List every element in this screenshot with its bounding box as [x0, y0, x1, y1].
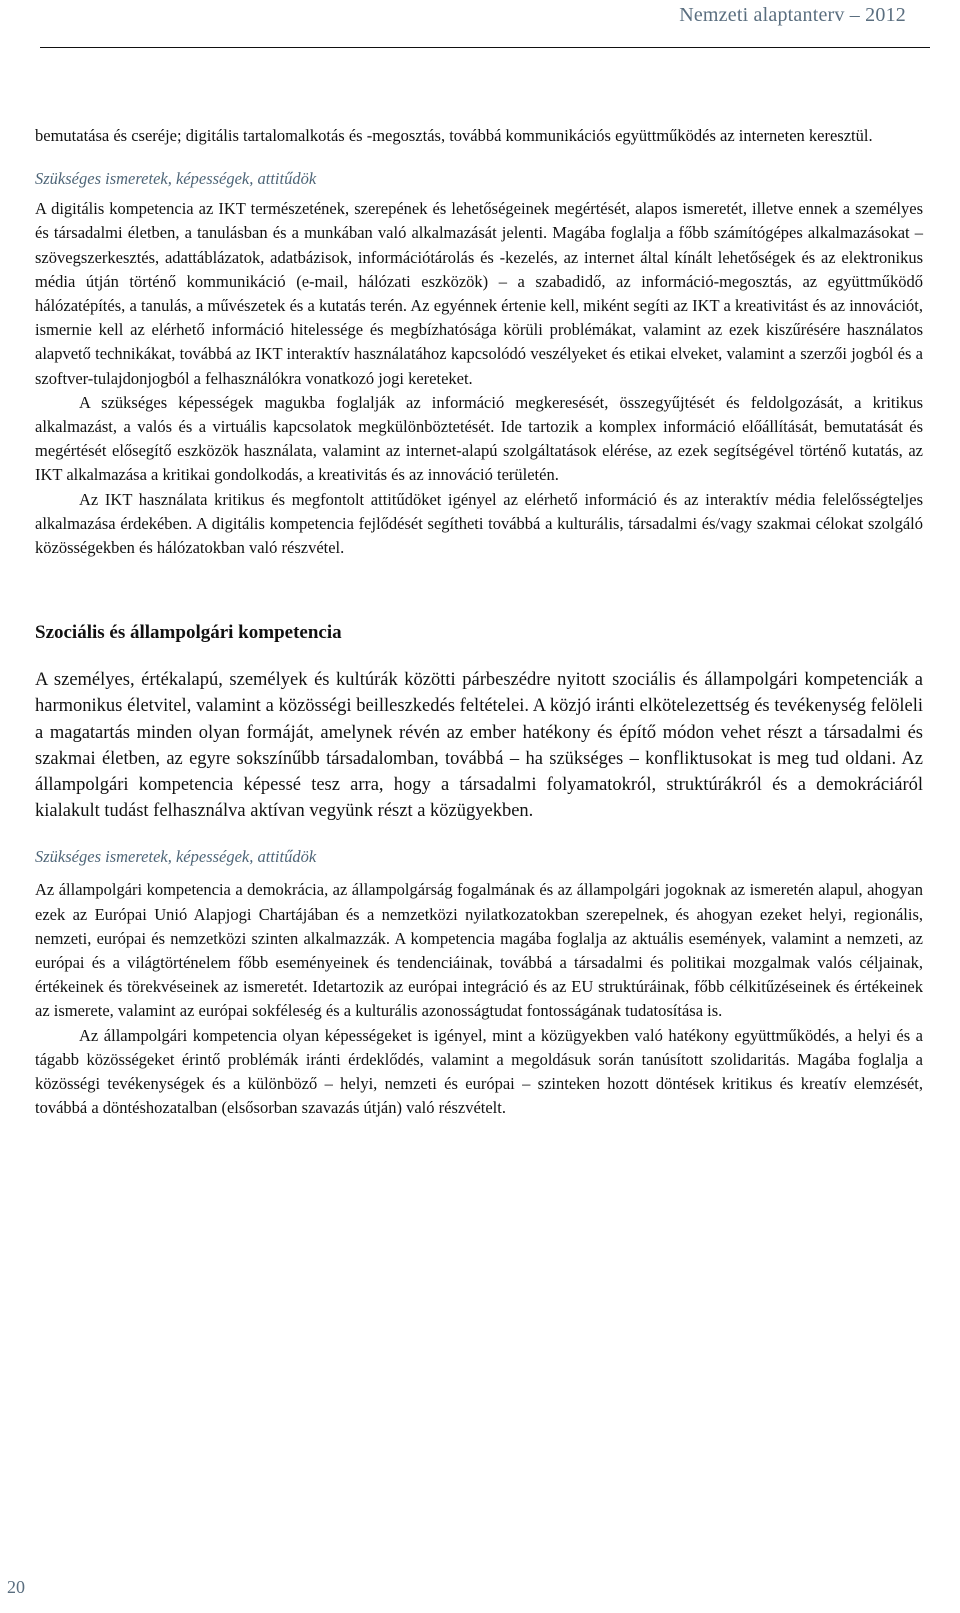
- paragraph-civic-skills: Az állampolgári kompetencia olyan képességeket is igényel, mint a közügyekben való hatékony együttműködés, a helyi és a tágabb közösségeket érintő problémák iránti érdeklődés, valamint a megoldásuk során tanúsított szolidaritás. Magába foglalja a közösségi tevékenységek és a különböző – helyi, nemzeti és európai – szinteken hozott döntések kritikus és kreatív elemzését, továbbá a döntéshozatalban (elsősorban szavazás útján) való részvételt.: [35, 1025, 923, 1118]
- page-header: [0, 0, 960, 56]
- page-number: 20: [7, 1577, 25, 1597]
- paragraph-civic-knowledge: Az állampolgári kompetencia a demokrácia, az állampolgárság fogalmának és az állampolgári jogoknak az ismeretén alapul, ahogyan ezek az Európai Unió Alapjogi Chartájában és a nemzetközi nyilatkozatokban szerepelnek, és ahogyan ezeket helyi, regionális, nemzeti, európai és nemzetközi szinten alkalmazzák. A kompetencia magába foglalja az aktuális események, valamint a nemzeti, az európai és a világtörténelem főbb eseményeinek és tendenciáinak, továbbá a társadalmi és politikai mozgalmak valós céljainak, értékeinek és törekvéseinek az ismeretét. Idetartozik az európai integráció és az EU struktúráinak, főbb célkitűzéseinek és értékeinek az ismerete, valamint az európai sokféleség és a kulturális azonosságtudat fontosságának tudatosítása is.: [35, 880, 923, 1021]
- paragraph-ikt-attitudes: Az IKT használata kritikus és megfontolt attitűdöket igényel az elérhető információ és az interaktív média felelősségteljes alkalmazása érdekében. A digitális kompetencia fejlődését segítheti továbbá a kulturális, társadalmi és/vagy szakmai célokat szolgáló közösségekben és hálózatokban való részvétel.: [35, 489, 923, 558]
- paragraph-digital-competence: A digitális kompetencia az IKT természetének, szerepének és lehetőségeinek megértését, alapos ismeretét, illetve ennek a személyes és társadalmi életben, a tanulásban és a munkában való alkalmazását jelenti. Magába foglalja a főbb számítógépes alkalmazásokat – szövegszerkesztés, adattáblázatok, adatbázisok, információtárolás és -kezelés, az internet által kínált lehetőségek és az elektronikus média útján történő kommunikáció (e-mail, hálózati eszközök) – a szabadidő, az információ-megosztás, az együttműködő hálózatépítés, a tanulás, a művészetek és a kutatás terén. Az egyénnek értenie kell, miként segíti az IKT a kreativitást és az innovációt, ismernie kell az elérhető információ hitelessége és megbízhatósága körüli problémákat, valamint az ezek kiszűrésére használatos alapvető technikákat, továbbá az IKT interaktív használatához kapcsolódó veszélyeket és etikai elveket, valamint a szerzői jogból és a szoftver-tulajdonjogból a felhasználókra vonatkozó jogi kereteket.: [35, 199, 923, 388]
- paragraph-intro: bemutatása és cseréje; digitális tartalomalkotás és -megosztás, továbbá kommunikációs együttműködés az interneten keresztül.: [35, 126, 873, 145]
- running-header-title: Nemzeti alaptanterv – 2012: [679, 4, 906, 26]
- paragraph-social-civic: A személyes, értékalapú, személyek és kultúrák közötti párbeszédre nyitott szociális és állampolgári kompetenciák a harmonikus életvitel, valamint a közösségi beilleszkedés feltételei. A közjó iránti elkötelezettség és tevékenység felöleli a magatartás minden olyan formáját, amelynek révén az ember hatékony és építő módon vehet részt a társadalmi és szakmai életben, az egyre sokszínűbb társadalomban, továbbá – ha szükséges – konfliktusokat is meg tud oldani. Az állampolgári kompetencia képessé tesz arra, hogy a társadalmi folyamatokról, struktúrákról és a demokráciáról kialakult tudást felhasználva aktívan vegyünk részt a közügyekben.: [35, 670, 923, 822]
- subheading-knowledge-skills-2: Szükséges ismeretek, képességek, attitűdök: [35, 847, 317, 867]
- page-body: [35, 124, 923, 1121]
- header-rule: [40, 47, 930, 48]
- subheading-knowledge-skills-1: Szükséges ismeretek, képességek, attitűdök: [35, 169, 317, 189]
- paragraph-required-skills: A szükséges képességek magukba foglalják az információ megkeresését, összegyűjtését és feldolgozását, a kritikus alkalmazást, a valós és a virtuális kapcsolatok megkülönböztetését. Ide tartozik a komplex információ előállítását, bemutatását és megértését elősegítő eszközök használata, valamint az internet-alapú szolgáltatások elérése, az ezek segítségével történő kutatás, az IKT alkalmazása a kritikai gondolkodás, a kreativitás és az innováció területén.: [35, 392, 923, 485]
- section-heading: Szociális és állampolgári kompetencia: [35, 622, 342, 644]
